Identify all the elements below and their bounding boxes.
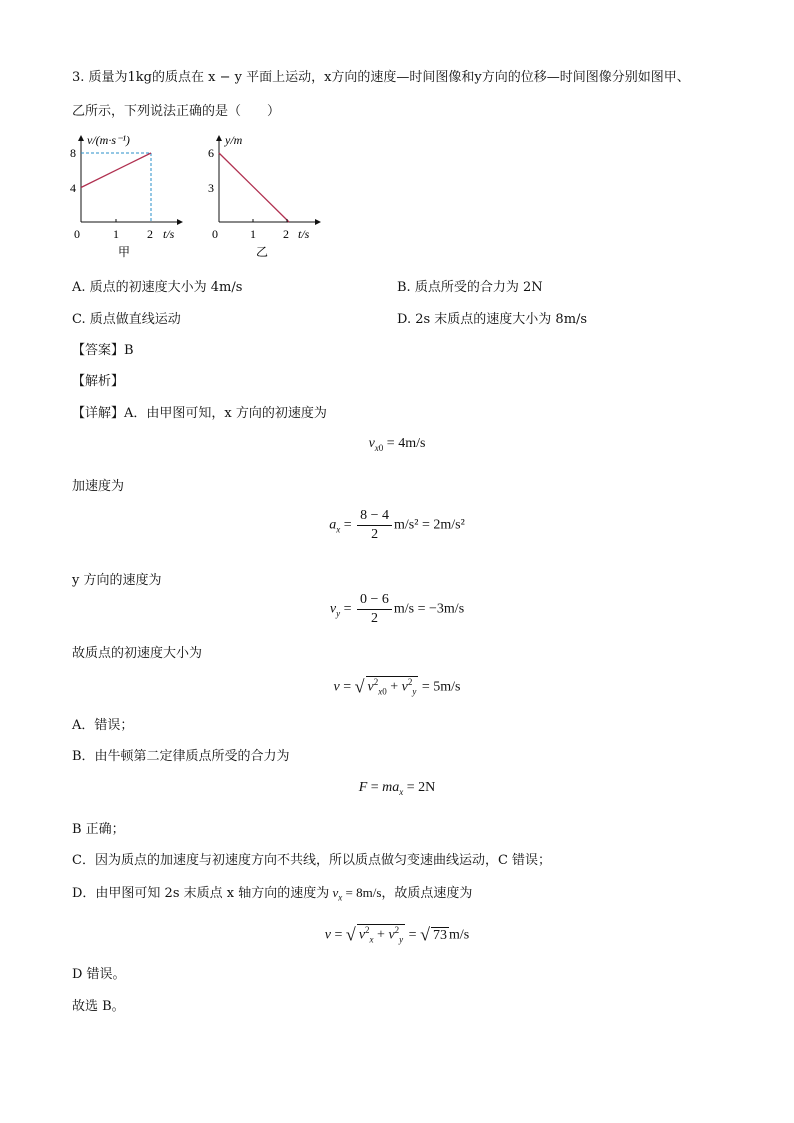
equation-v-final: v = √ $v^2_x + v^2_y$ = √ 73 m/s <box>324 924 470 945</box>
c-text: C．因为质点的加速度与初速度方向不共线，所以质点做匀变速曲线运动，C 错误； <box>72 853 552 868</box>
caption: 乙 <box>256 245 269 259</box>
x-axis-label: t/s <box>163 227 175 241</box>
equation-force: $F = ma_x = 2N$ <box>358 780 436 797</box>
option-d: D. 2s 末质点的速度大小为 8m/s <box>397 312 588 327</box>
x-tick-0: 0 <box>74 227 80 241</box>
y-tick-3: 3 <box>208 181 214 195</box>
equation-vy: $v_y$ = $\frac{0 - 6}{2}$ m/s = −3m/s <box>329 592 465 626</box>
d-wrong: D 错误。 <box>72 967 126 982</box>
b-text: B．由牛顿第二定律质点所受的合力为 <box>72 749 290 764</box>
option-b: B. 质点所受的合力为 2N <box>397 280 543 295</box>
graph-jia <box>60 130 190 260</box>
series-line <box>219 153 289 222</box>
question-line-2: 乙所示，下列说法正确的是（ ） <box>72 104 281 119</box>
y-tick-4: 4 <box>70 181 76 195</box>
d-text: D．由甲图可知 2s 末质点 x 轴方向的速度为 $v_x = 8m/s$，故质点速度为 <box>72 885 473 903</box>
x-tick-1: 1 <box>250 227 256 241</box>
detail-a: 【详解】A．由甲图可知，x 方向的初速度为 <box>72 406 327 421</box>
caption: 甲 <box>118 245 131 259</box>
y-tick-6: 6 <box>208 146 214 160</box>
x-tick-2: 2 <box>147 227 153 241</box>
x-axis-label: t/s <box>298 227 310 241</box>
equation-ax: $a_x$ = $\frac{8 - 4}{2}$ m/s² = 2m/s² <box>329 508 465 542</box>
question-line-1: 3. 质量为1kg的质点在 x − y 平面上运动，x方向的速度—时间图像和y方向的位移—时间图像分别如图甲、 <box>72 70 690 85</box>
x-tick-2: 2 <box>283 227 289 241</box>
answer: 【答案】B <box>72 343 134 358</box>
equation-v-initial: v = √ $v^2_{x0} + v^2_y = 5m/s$ <box>333 676 461 697</box>
analysis-heading: 【解析】 <box>72 374 125 389</box>
y-axis-label: v/(m·s⁻¹) <box>87 133 130 147</box>
init-label: 故质点的初速度大小为 <box>72 646 203 661</box>
vy-label: y 方向的速度为 <box>72 573 162 588</box>
b-right: B 正确； <box>72 822 125 837</box>
graph-yi <box>198 130 328 260</box>
equation-vx0: $v_{x0} = 4m/s$ <box>368 436 426 453</box>
option-a: A. 质点的初速度大小为 4m/s <box>72 280 243 295</box>
a-wrong: A．错误； <box>72 718 134 733</box>
final-answer: 故选 B。 <box>72 999 125 1014</box>
option-c: C. 质点做直线运动 <box>72 312 181 327</box>
y-tick-8: 8 <box>70 146 76 160</box>
x-tick-1: 1 <box>113 227 119 241</box>
accel-label: 加速度为 <box>72 479 125 494</box>
series-line <box>81 153 151 188</box>
x-tick-0: 0 <box>212 227 218 241</box>
y-axis-label: y/m <box>225 133 243 147</box>
